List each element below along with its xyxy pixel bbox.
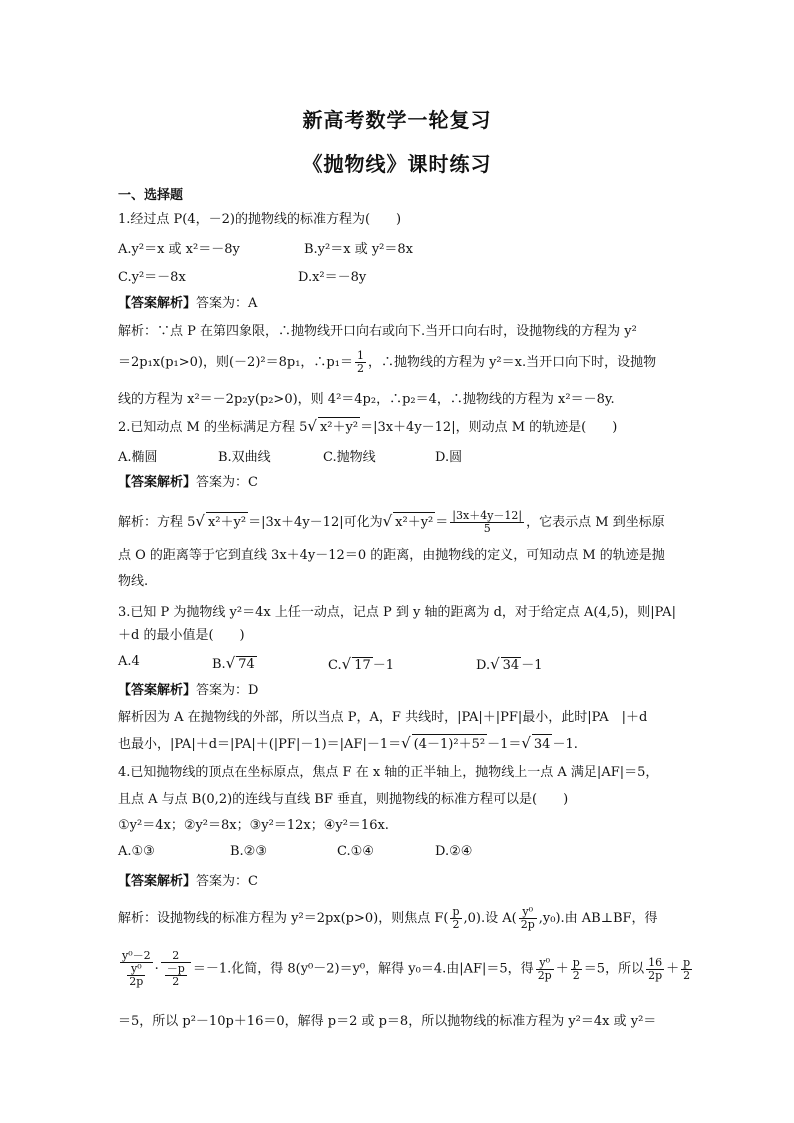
fraction	[127, 963, 145, 988]
page-subtitle: 《抛物线》课时练习	[302, 152, 492, 176]
frac-num: 1	[356, 349, 364, 362]
q3-exp-part: －1.	[552, 737, 578, 752]
q1-exp-part: ＝2p₁x(p₁>0)，则(－2)²＝8p₁，∴p₁＝	[118, 355, 353, 370]
sqrt-icon: √	[341, 655, 352, 673]
q2-answer	[118, 473, 678, 493]
frac-num: |3x＋4y－12|	[452, 509, 523, 522]
frac-num: y⁰	[519, 906, 537, 919]
q1-option-c: C.y²＝－8x	[118, 270, 186, 285]
q4-exp-part: ＋	[555, 961, 569, 977]
q4-exp-part: 解析：设抛物线的标准方程为 y²＝2px(p>0)，则焦点 F(	[118, 911, 449, 926]
frac-den: 2p	[520, 918, 535, 931]
sqrt-radicand: x²＋y²	[393, 512, 435, 533]
sqrt-icon: √	[225, 654, 236, 672]
frac-num: p	[572, 955, 580, 969]
option-letter: B.	[212, 657, 226, 672]
q2-stem-part: ＝|3x＋4y－12|，则动点 M 的轨迹是( )	[360, 420, 618, 435]
q3-stem-1: 3.已知 P 为抛物线 y²＝4x 上任一动点，记点 P 到 y 轴的距离为 d，对于给定点 A(4,5)，则|PA|	[118, 605, 676, 620]
fraction	[646, 957, 664, 982]
q4-exp-part: ·	[154, 961, 159, 977]
q4-exp-part: ＋	[666, 961, 680, 977]
frac-den: 2	[356, 362, 364, 375]
frac-num: y⁰	[127, 963, 145, 976]
option-letter: D.	[476, 658, 491, 673]
q3-answer	[118, 681, 678, 701]
fraction	[450, 510, 524, 535]
option-letter: C.	[328, 658, 342, 673]
frac-num: y⁰	[536, 957, 554, 970]
sqrt-radicand: 17	[354, 658, 371, 673]
fraction	[355, 350, 366, 375]
answer-label: 【答案解析】	[118, 683, 197, 698]
q3-exp-part: 也最小，|PA|＋d＝|PA|＋(|PF|－1)＝|AF|－1＝	[118, 737, 402, 752]
fraction	[536, 957, 554, 982]
q4-explanation-3: ＝5，所以 p²－10p＋16＝0，解得 p＝2 或 p＝8，所以抛物线的标准方程为 y²＝4x 或 y²＝	[118, 1014, 657, 1029]
sqrt-radicand: 74	[238, 657, 255, 672]
fraction	[519, 906, 537, 931]
q4-explanation-2	[118, 949, 691, 988]
q4-option-d: D.②④	[435, 844, 473, 859]
frac-den	[161, 963, 191, 988]
frac-num: p	[683, 955, 691, 969]
frac-den	[120, 963, 153, 988]
answer-text: 答案为：C	[196, 874, 258, 889]
q1-option-d: D.x²＝－8y	[298, 270, 367, 285]
frac-den: 2p	[129, 975, 144, 988]
frac-num: 2	[161, 950, 191, 963]
fraction	[681, 957, 692, 982]
q4-option-a: A.①③	[118, 844, 155, 859]
section-heading: 一、选择题	[118, 188, 184, 203]
sqrt-icon: √	[195, 512, 205, 530]
q3-option-a: A.4	[118, 654, 140, 669]
frac-num: p	[452, 905, 460, 918]
fraction	[165, 963, 187, 988]
option-tail: －1	[521, 658, 543, 673]
q4-answer	[118, 872, 678, 892]
q2-option-c: C.抛物线	[323, 450, 376, 465]
sqrt-icon: √	[521, 734, 531, 752]
q1-exp-part: ，∴抛物线的方程为 y²＝x.当开口向下时，设抛物	[367, 355, 657, 370]
q1-explanation-2	[118, 350, 678, 375]
q2-explanation-2: 点 O 的距离等于它到直线 3x＋4y－12＝0 的距离，由抛物线的定义，可知动点 M 的轨迹是抛	[118, 548, 665, 563]
frac-den: 2p	[648, 968, 663, 982]
q1-explanation-1: 解析：∵点 P 在第四象限，∴抛物线开口向右或向下.当开口向右时，设抛物线的方程为 y²	[118, 324, 637, 339]
page-title: 新高考数学一轮复习	[302, 108, 492, 132]
sqrt-radicand: x²＋y²	[206, 512, 248, 533]
answer-label: 【答案解析】	[118, 475, 197, 490]
q4-option-c: C.①④	[337, 844, 374, 859]
q2-explanation-3: 物线.	[118, 574, 149, 589]
q2-exp-part: ，它表示点 M 到坐标原	[526, 515, 665, 530]
answer-label: 【答案解析】	[118, 874, 197, 889]
q4-exp-part: ,y₀).由 AB⊥BF，得	[538, 911, 658, 926]
q3-option-d	[476, 654, 542, 673]
frac-den: 2	[683, 968, 691, 982]
q4-option-b: B.②③	[230, 844, 267, 859]
answer-text: 答案为：D	[196, 683, 259, 698]
q2-stem-part: 2.已知动点 M 的坐标满足方程 5	[118, 420, 308, 435]
q2-option-b: B.双曲线	[218, 450, 271, 465]
q1-option-b: B.y²＝x 或 y²＝8x	[304, 242, 413, 257]
answer-label: 【答案解析】	[118, 296, 197, 311]
q1-explanation-3: 线的方程为 x²＝－2p₂y(p₂>0)，则 4²＝4p₂，∴p₂＝4，∴抛物线的方程为 x²＝－8y.	[118, 392, 615, 407]
q4-stem-1: 4.已知抛物线的顶点在坐标原点，焦点 F 在 x 轴的正半轴上，抛物线上一点 A 满足|AF|＝5，	[118, 765, 659, 780]
q3-option-b	[212, 654, 257, 672]
sqrt-radicand: 34	[502, 658, 520, 673]
q4-exp-part: ＝5，所以	[583, 961, 645, 977]
q3-explanation-2	[118, 733, 678, 755]
frac-num: －p	[166, 962, 185, 975]
frac-den: 2p	[537, 968, 552, 982]
q2-exp-part: ＝|3x＋4y－12|可化为	[248, 515, 383, 530]
q2-exp-part: 解析：方程 5	[118, 515, 196, 530]
frac-den: 2	[452, 918, 460, 931]
q4-exp-part: ,0).设 A(	[463, 911, 517, 926]
q1-option-a: A.y²＝x 或 x²＝－8y	[118, 242, 240, 257]
q1-answer	[118, 294, 678, 314]
fraction	[571, 957, 582, 982]
q2-stem	[118, 416, 678, 438]
q1-stem: 1.经过点 P(4，－2)的抛物线的标准方程为( )	[118, 212, 402, 227]
q3-explanation-1: 解析因为 A 在抛物线的外部，所以当点 P，A，F 共线时，|PA|＋|PF|最小，此时|PA |＋d	[118, 710, 648, 725]
q4-stem-2: 且点 A 与点 B(0,2)的连线与直线 BF 垂直，则抛物线的标准方程可以是( )	[118, 792, 569, 807]
frac-num: 16	[646, 957, 664, 970]
fraction	[161, 950, 191, 988]
q4-choices: ①y²＝4x；②y²＝8x；③y²＝12x；④y²＝16x.	[118, 818, 389, 833]
answer-text: 答案为：C	[196, 475, 258, 490]
answer-text: 答案为：A	[196, 296, 258, 311]
frac-den: 5	[483, 522, 491, 535]
sqrt-icon: √	[382, 512, 393, 530]
sqrt-radicand: x²＋y²	[318, 417, 360, 438]
q3-exp-part: －1＝	[487, 737, 522, 752]
q2-option-a: A.椭圆	[118, 450, 158, 465]
sqrt-radicand: 34	[532, 734, 553, 755]
q2-explanation-1: 解析：方程 5√ x²＋y² ＝|3x＋4y－12|可化为√ x²＋y² ＝ $\frac{|3x+4y-12|}{5}$ ，它表示点 M 到坐标原	[118, 509, 665, 535]
q2-option-d: D.圆	[435, 450, 463, 465]
option-tail: －1	[372, 658, 395, 673]
frac-den: 2	[172, 975, 180, 988]
fraction	[450, 906, 461, 931]
frac-den: 2	[572, 968, 580, 982]
q4-explanation-1	[118, 906, 678, 931]
sqrt-radicand: (4－1)²＋5²	[412, 734, 487, 755]
q3-stem-2: ＋d 的最小值是( )	[118, 628, 245, 643]
q4-exp-part: ＝－1.化简，得 8(y⁰－2)＝y⁰，解得 y₀＝4.由|AF|＝5，得	[192, 961, 534, 977]
fraction	[120, 950, 153, 988]
sqrt-icon: √	[401, 734, 411, 752]
sqrt-icon: √	[307, 417, 317, 435]
frac-num: y⁰－2	[122, 949, 151, 962]
sqrt-icon: √	[490, 655, 500, 673]
q3-option-c	[328, 654, 394, 673]
